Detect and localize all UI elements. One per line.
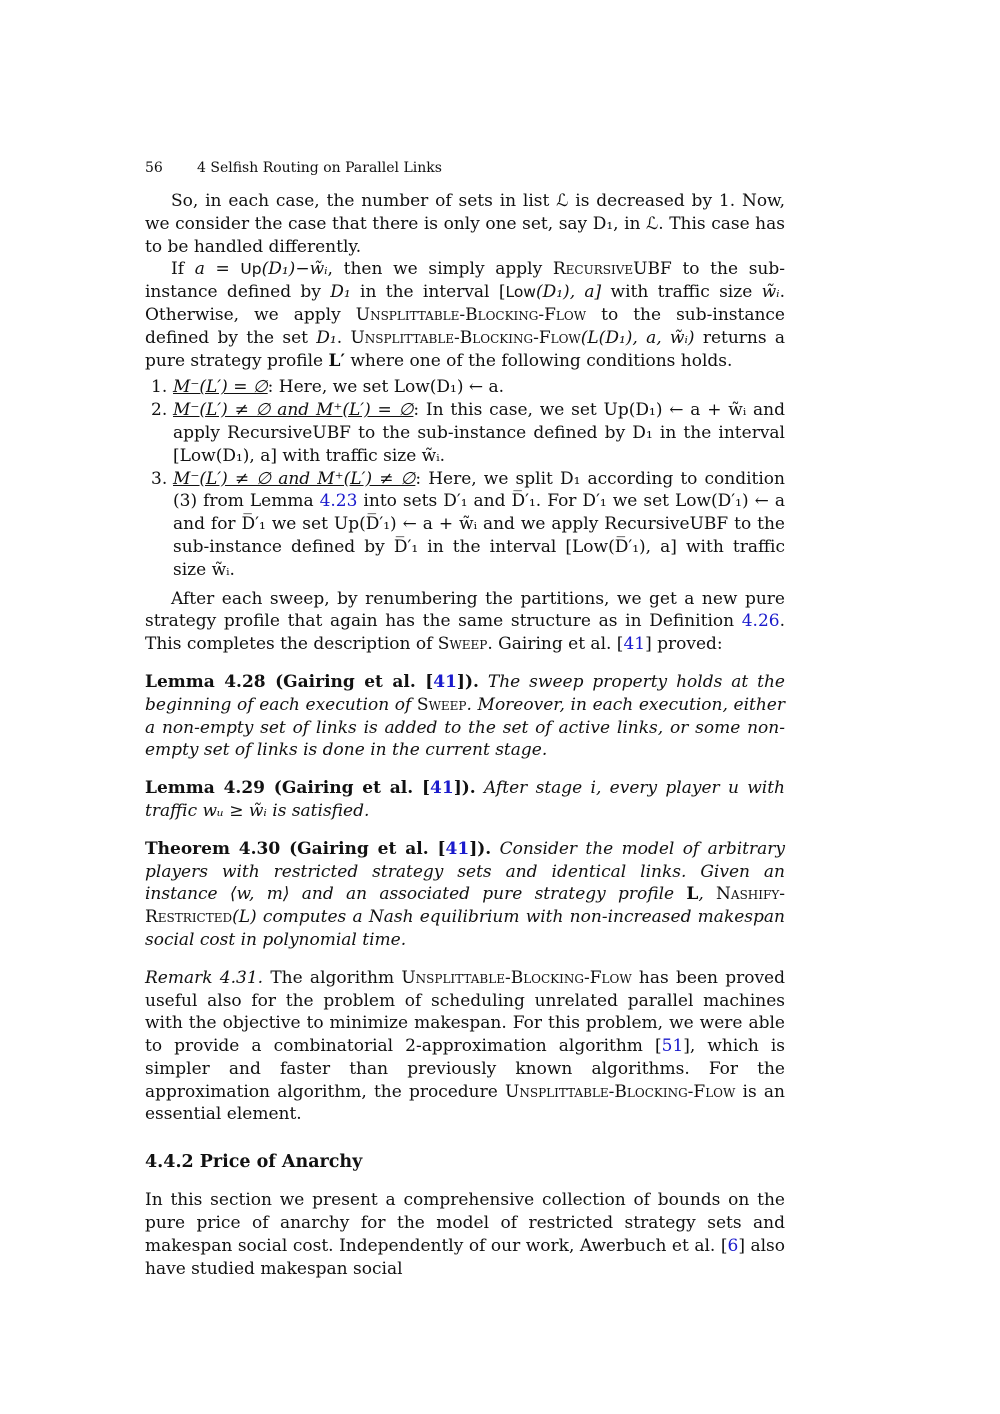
section-title: Price of Anarchy [199, 1152, 363, 1173]
lemma-reference-link[interactable]: 4.23 [319, 491, 358, 512]
condition-item: 3. M⁻(L′) ≠ ∅ and M⁺(L′) ≠ ∅: Here, we split D₁ according to condition (3) from Lemma 4.23 into sets D′₁ and D̅′₁. For D′₁ we set Low(D′₁) ← a and for D̅′₁ we set Up(D̅′₁) ← a + w̃ᵢ and we apply RecursiveUBF to the sub-instance defined by D̅′₁ in the interval [Low(D̅′₁), a] with traffic size w̃ᵢ. [151, 468, 785, 580]
paragraph-sweep: After each sweep, by renumbering the partitions, we get a new pure strategy profile that again has the same structure as in Definition 4.26. This completes the description of Sweep. Gairing et al. [41] proved: [145, 588, 785, 655]
definition-reference-link[interactable]: 4.26 [741, 611, 780, 632]
algorithm-name: Unsplittable-Blocking-Flow [350, 327, 581, 348]
citation-link[interactable]: 41 [623, 634, 646, 655]
citation-link[interactable]: 41 [433, 671, 457, 692]
condition-item: 1. M⁻(L′) = ∅: Here, we set Low(D₁) ← a. [151, 377, 505, 398]
condition-list [145, 376, 785, 581]
citation-link[interactable]: 41 [430, 778, 454, 799]
lemma-4-29: Lemma 4.29 (Gairing et al. [41]). After stage i, every player u with traffic wᵤ ≥ w̃ᵢ is satisfied. [145, 778, 785, 821]
paragraph-price-of-anarchy: In this section we present a comprehensive collection of bounds on the pure price of anarchy for the model of restricted strategy sets and makespan social cost. Independently of our work, Awerbuch et al. [6] also have studied makespan social [145, 1190, 785, 1279]
running-title: 4 Selfish Routing on Parallel Links [197, 160, 442, 176]
lemma-4-28: Lemma 4.28 (Gairing et al. [41]). The sweep property holds at the beginning of each execution of Sweep. Moreover, in each execution, either a non-empty set of links is added to the set of active links, or some non-empty set of links is done in the current stage. [145, 671, 785, 761]
theorem-4-30: Theorem 4.30 (Gairing et al. [41]). Consider the model of arbitrary players with restricted strategy sets and identical links. Given an instance ⟨w, m⟩ and an associated pure strategy profile L, Nashify-Restricted(L) computes a Nash equilibrium with non-increased makespan social cost in polynomial time. [145, 838, 785, 950]
condition-item: 2. M⁻(L′) ≠ ∅ and M⁺(L′) = ∅: In this case, we set Up(D₁) ← a + w̃ᵢ and apply RecursiveUBF to the sub-instance defined by D₁ in the interval [Low(D₁), a] with traffic size w̃ᵢ. [151, 400, 785, 466]
algorithm-name: RecursiveUBF [552, 259, 672, 280]
remark-4-31: Remark 4.31. The algorithm Unsplittable-Blocking-Flow has been proved useful also for the problem of scheduling unrelated parallel machines with the objective to minimize makespan. For this problem, we were able to provide a combinatorial 2-approximation algorithm [51], which is simpler and faster than previously known algorithms. For the approximation algorithm, the procedure Unsplittable-Blocking-Flow is an essential element. [145, 967, 785, 1125]
section-heading [145, 1150, 785, 1174]
page [145, 160, 785, 1280]
paragraph-recursive-ubf: If a = Up(D₁)−w̃ᵢ, then we simply apply RecursiveUBF to the sub-instance defined by D₁ in the interval [Low(D₁), a] with traffic size w̃ᵢ. Otherwise, we apply Unsplittable-Blocking-Flow to the sub-instance defined by the set D₁. Unsplittable-Blocking-Flow(L(D₁), a, w̃ᵢ) returns a pure strategy profile L′ where one of the following conditions holds. [145, 259, 786, 371]
page-header [145, 160, 785, 180]
section-number: 4.4.2 [145, 1152, 194, 1173]
citation-link[interactable]: 41 [445, 838, 470, 859]
page-number: 56 [145, 160, 163, 176]
algorithm-name: Unsplittable-Blocking-Flow [355, 304, 587, 325]
citation-link[interactable]: 51 [661, 1036, 684, 1057]
citation-link[interactable]: 6 [727, 1235, 739, 1256]
paragraph-one-set-case: So, in each case, the number of sets in list ℒ is decreased by 1. Now, we consider the case that there is only one set, say D₁, in ℒ. This case has to be handled differently. [145, 191, 785, 257]
